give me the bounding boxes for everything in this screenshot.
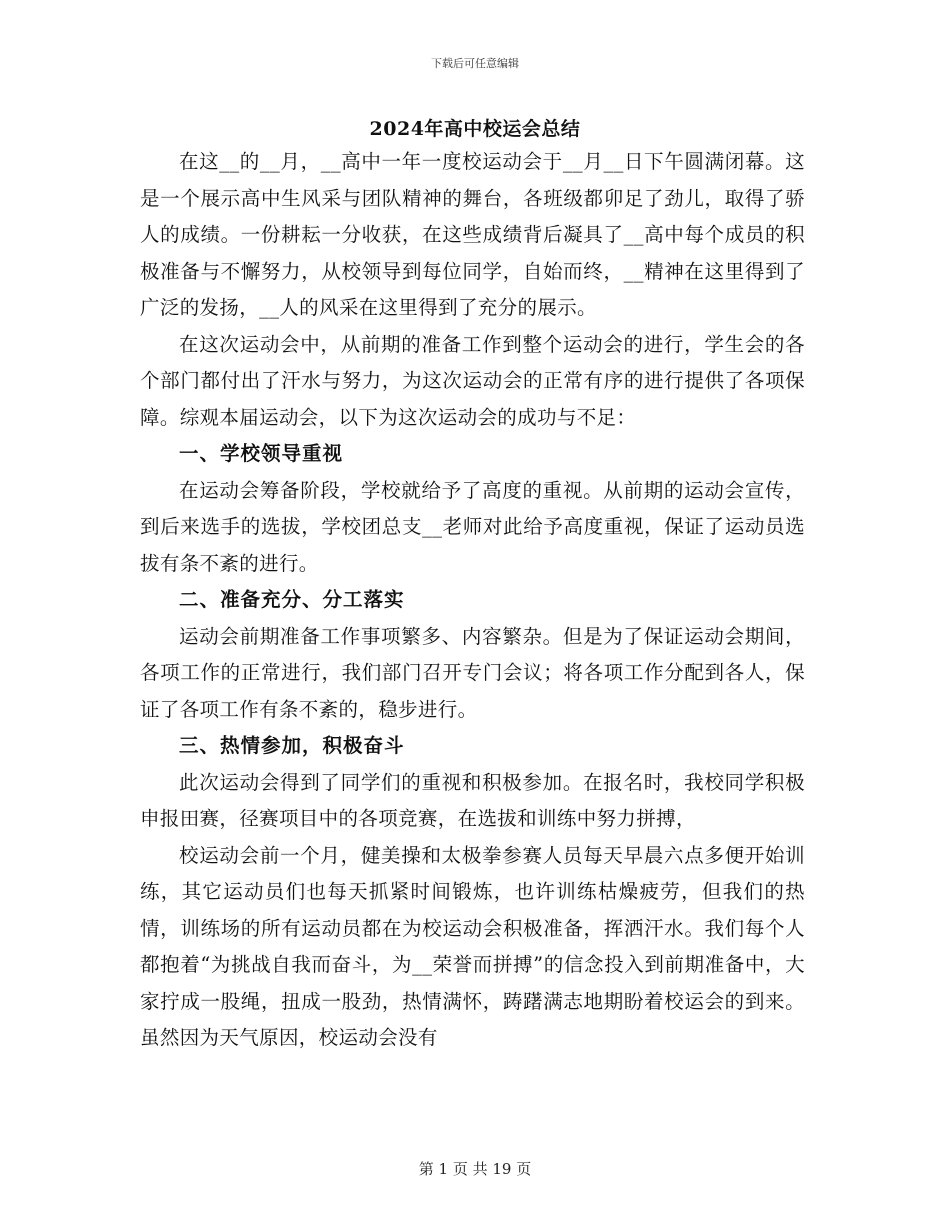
document-title: 2024年高中校运会总结 bbox=[369, 118, 581, 140]
paragraph-section-2: 运动会前期准备工作事项繁多、内容繁杂。但是为了保证运动会期间，各项工作的正常进行，我们部门召开专门会议；将各项工作分配到各人，保证了各项工作有条不紊的，稳步进行。 bbox=[140, 624, 805, 721]
paragraph-section-3b: 校运动会前一个月，健美操和太极拳参赛人员每天早晨六点多便开始训练，其它运动员们也每天抓紧时间锻炼，也许训练枯燥疲劳，但我们的热情，训练场的所有运动员都在为校运动会积极准备，挥洒汗水。我们每个人都抱着“为挑战自我而奋斗，为__荣誉而拼搏”的信念投入到前期准备中，大家拧成一股绳，扭成一股劲，热情满怀，踌躇满志地期盼着校运会的到来。虽然因为天气原因，校运动会没有 bbox=[140, 843, 805, 1049]
paragraph-intro: 在这__的__月，__高中一年一度校运动会于__月__日下午圆满闭幕。这是一个展示高中生风采与团队精神的舞台，各班级都卯足了劲儿，取得了骄人的成绩。一份耕耘一分收获，在这些成绩背后凝具了__高中每个成员的积极准备与不懈努力，从校领导到每位同学，自始而终，__精神在这里得到了广泛的发扬，__人的风采在这里得到了充分的展示。 bbox=[140, 150, 805, 319]
section-heading-2: 二、准备充分、分工落实 bbox=[179, 588, 405, 611]
page-number-footer: 第 1 页 共 19 页 bbox=[418, 1160, 532, 1178]
paragraph-section-1: 在运动会筹备阶段，学校就给予了高度的重视。从前期的运动会宣传，到后来选手的选拔，学校团总支__老师对此给予高度重视，保证了运动员选拔有条不紊的进行。 bbox=[140, 478, 805, 575]
section-heading-3: 三、热情参加，积极奋斗 bbox=[179, 734, 405, 757]
paragraph-overview: 在这次运动会中，从前期的准备工作到整个运动会的进行，学生会的各个部门都付出了汗水与努力，为这次运动会的正常有序的进行提供了各项保障。综观本届运动会，以下为这次运动会的成功与不足： bbox=[140, 332, 805, 429]
document-body bbox=[140, 144, 805, 1057]
section-heading-1: 一、学校领导重视 bbox=[179, 442, 344, 465]
header-note: 下载后可任意编辑 bbox=[431, 57, 519, 70]
paragraph-section-3a: 此次运动会得到了同学们的重视和积极参加。在报名时，我校同学积极申报田赛，径赛项目中的各项竞赛，在选拔和训练中努力拼搏， bbox=[140, 770, 805, 830]
